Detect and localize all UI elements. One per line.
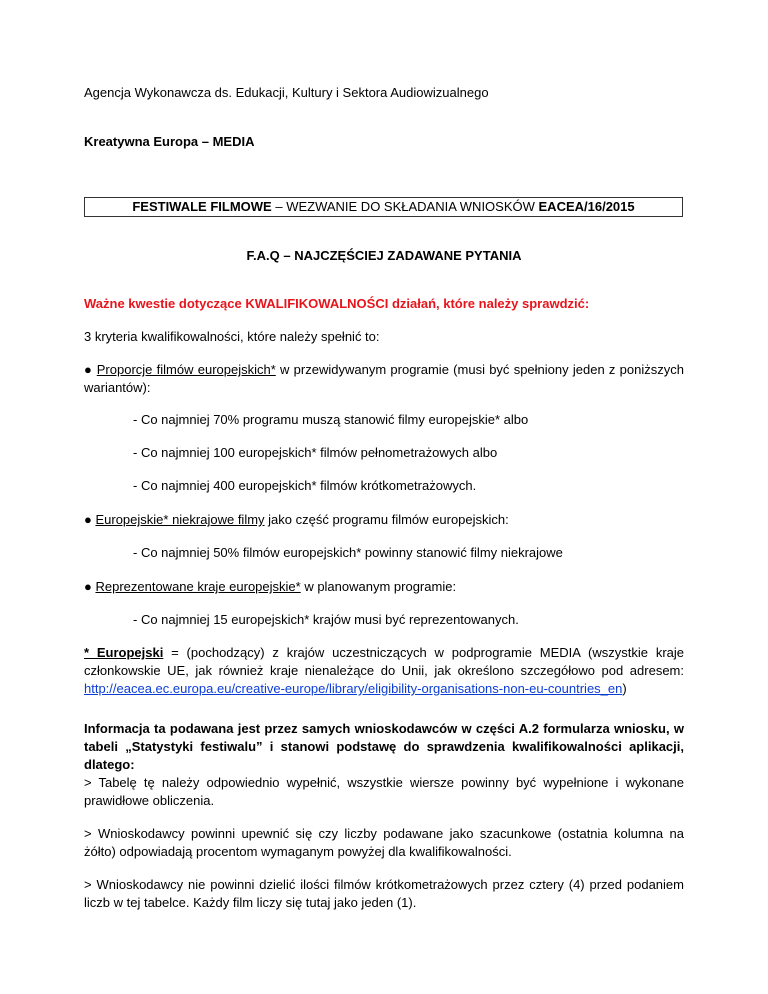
criterion-3-title: Reprezentowane kraje europejskie* xyxy=(95,579,301,594)
criterion-3 xyxy=(84,578,684,596)
criterion-2 xyxy=(84,511,684,529)
criterion-2-text: jako część programu filmów europejskich: xyxy=(264,512,509,527)
call-reference: EACEA/16/2015 xyxy=(538,199,635,214)
info-intro: Informacja ta podawana jest przez samych wnioskodawców w części A.2 formularza wniosku, w tabeli „Statystyki festiwalu” i stanowi podstawę do sprawdzenia kwalifikowalności aplikacji, dlatego: xyxy=(84,721,684,772)
criterion-3-item: - Co najmniej 15 europejskich* krajów musi być reprezentowanych. xyxy=(133,612,519,627)
bullet-icon: ● xyxy=(84,579,96,594)
info-point-2: > Wnioskodawcy powinni upewnić się czy liczby podawane jako szacunkowe (ostatnia kolumna na żółto) odpowiadają procentom wymaganym powyżej dla kwalifikowalności. xyxy=(84,826,684,859)
eligibility-link[interactable]: http://eacea.ec.europa.eu/creative-europe/library/eligibility-organisations-non-eu-countries_en xyxy=(84,681,623,696)
criterion-2-title: Europejskie* niekrajowe filmy xyxy=(95,512,265,527)
criterion-1-item: - Co najmniej 400 europejskich* filmów krótkometrażowych. xyxy=(133,478,477,493)
criterion-1 xyxy=(84,361,684,397)
program-name: Kreatywna Europa – MEDIA xyxy=(84,134,255,149)
criterion-2-item: - Co najmniej 50% filmów europejskich* powinny stanowić filmy niekrajowe xyxy=(133,545,563,560)
definition-text: = (pochodzący) z krajów uczestniczących w podprogramie MEDIA (wszystkie kraje członkowskie UE, jak również kraje nienależące do Unii, jak określono szczegółowo pod adresem: xyxy=(84,645,684,678)
criterion-1-item: - Co najmniej 100 europejskich* filmów pełnometrażowych albo xyxy=(133,445,498,460)
criterion-1-text: w przewidywanym programie (musi być spełniony jeden z poniższych wariantów): xyxy=(84,362,684,395)
definition-close: ) xyxy=(622,681,627,696)
definition-term: * Europejski xyxy=(84,645,164,660)
criterion-1-item: - Co najmniej 70% programu muszą stanowić filmy europejskie* albo xyxy=(133,412,529,427)
criteria-intro: 3 kryteria kwalifikowalności, które należy spełnić to: xyxy=(84,329,380,344)
agency-name: Agencja Wykonawcza ds. Edukacji, Kultury i Sektora Audiowizualnego xyxy=(84,85,489,100)
info-point-3: > Wnioskodawcy nie powinni dzielić ilości filmów krótkometrażowych przez cztery (4) przed podaniem liczb w tej tabelce. Każdy film liczy się tutaj jako jeden (1). xyxy=(84,877,684,910)
bullet-icon: ● xyxy=(84,362,97,377)
info-point-1: > Tabelę tę należy odpowiednio wypełnić, wszystkie wiersze powinny być wypełnione i wykonane prawidłowe obliczenia. xyxy=(84,775,684,808)
call-title-bold: FESTIWALE FILMOWE xyxy=(132,199,272,214)
criterion-1-title: Proporcje filmów europejskich* xyxy=(96,362,276,377)
eligibility-heading: Ważne kwestie dotyczące KWALIFIKOWALNOŚCI działań, które należy sprawdzić: xyxy=(84,296,590,311)
call-title-text: – WEZWANIE DO SKŁADANIA WNIOSKÓW xyxy=(271,199,539,214)
european-definition xyxy=(84,644,684,698)
criterion-3-text: w planowanym programie: xyxy=(300,579,457,594)
bullet-icon: ● xyxy=(84,512,96,527)
call-title-box xyxy=(84,197,683,217)
faq-title: F.A.Q – NAJCZĘŚCIEJ ZADAWANE PYTANIA xyxy=(246,248,522,263)
